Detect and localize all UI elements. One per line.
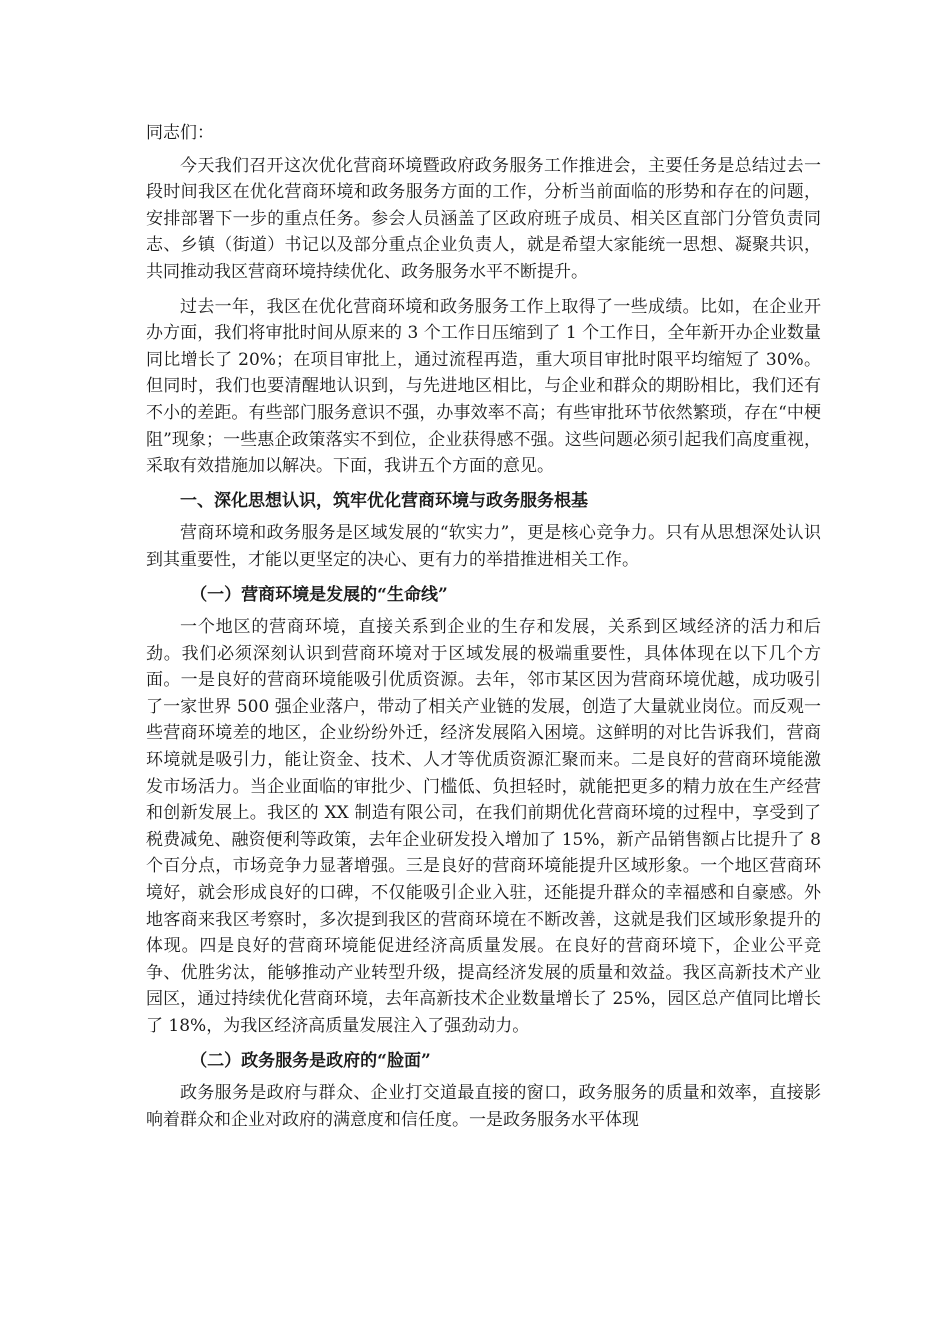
subsection-heading-1: （一）营商环境是发展的“生命线” (190, 584, 448, 605)
subsection-heading-2: （二）政务服务是政府的“脸面” (190, 1050, 431, 1071)
review-paragraph: 过去一年，我区在优化营商环境和政务服务工作上取得了一些成绩。比如，在企业开办方面，我们将审批时间从原来的 3 个工作日压缩到了 1 个工作日，全年新开办企业数量同比增长了 20%；在项目审批上，通过流程再造，重大项目审批时限平均缩短了 30%。但同时，我们也要清醒地认识到，与先进地区相比，与企业和群众的期盼相比，我们还有不小的差距。有些部门服务意识不强，办事效率不高；有些审批环节依然繁琐，存在“中梗阻”现象；一些惠企政策落实不到位，企业获得感不强。这些问题必须引起我们高度重视，采取有效措施加以解决。下面，我讲五个方面的意见。 (146, 296, 821, 477)
section-heading-1: 一、深化思想认识，筑牢优化营商环境与政务服务根基 (180, 490, 588, 511)
salutation: 同志们： (146, 123, 214, 143)
document-page (146, 120, 821, 1141)
section-1-paragraph: 营商环境和政务服务是区域发展的“软实力”，更是核心竞争力。只有从思想深处认识到其重要性，才能以更坚定的决心、更有力的举措推进相关工作。 (146, 523, 821, 570)
intro-paragraph: 今天我们召开这次优化营商环境暨政府政务服务工作推进会，主要任务是总结过去一段时间我区在优化营商环境和政务服务方面的工作，分析当前面临的形势和存在的问题，安排部署下一步的重点任务。参会人员涵盖了区政府班子成员、相关区直部门分管负责同志、乡镇（街道）书记以及部分重点企业负责人，就是希望大家能统一思想、凝聚共识，共同推动我区营商环境持续优化、政务服务水平不断提升。 (146, 155, 821, 282)
subsection-1-paragraph: 一个地区的营商环境，直接关系到企业的生存和发展，关系到区域经济的活力和后劲。我们必须深刻认识到营商环境对于区域发展的极端重要性，具体体现在以下几个方面。一是良好的营商环境能吸引优质资源。去年，邻市某区因为营商环境优越，成功吸引了一家世界 500 强企业落户，带动了相关产业链的发展，创造了大量就业岗位。而反观一些营商环境差的地区，企业纷纷外迁，经济发展陷入困境。这鲜明的对比告诉我们，营商环境就是吸引力，能让资金、技术、人才等优质资源汇聚而来。二是良好的营商环境能激发市场活力。当企业面临的审批少、门槛低、负担轻时，就能把更多的精力放在生产经营和创新发展上。我区的 XX 制造有限公司，在我们前期优化营商环境的过程中，享受到了税费减免、融资便利等政策，去年企业研发投入增加了 15%，新产品销售额占比提升了 8 个百分点，市场竞争力显著增强。三是良好的营商环境能提升区域形象。一个地区营商环境好，就会形成良好的口碑，不仅能吸引企业入驻，还能提升群众的幸福感和自豪感。外地客商来我区考察时，多次提到我区的营商环境在不断改善，这就是我们区域形象提升的体现。四是良好的营商环境能促进经济高质量发展。在良好的营商环境下，企业公平竞争、优胜劣汰，能够推动产业转型升级，提高经济发展的质量和效益。我区高新技术产业园区，通过持续优化营商环境，去年高新技术企业数量增长了 25%，园区总产值同比增长了 18%，为我区经济高质量发展注入了强劲动力。 (146, 617, 821, 1036)
subsection-2-paragraph: 政务服务是政府与群众、企业打交道最直接的窗口，政务服务的质量和效率，直接影响着群众和企业对政府的满意度和信任度。一是政务服务水平体现 (146, 1083, 821, 1130)
